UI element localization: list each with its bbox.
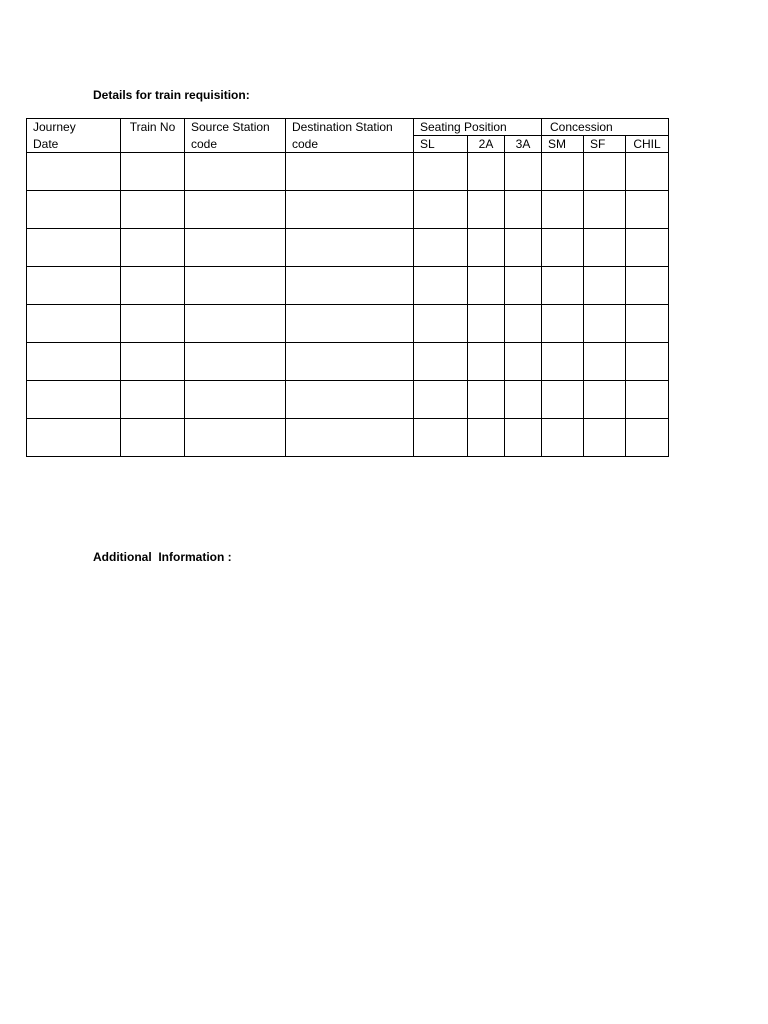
cell-3a[interactable] (505, 381, 542, 419)
cell-sm[interactable] (542, 419, 584, 457)
cell-sf[interactable] (584, 153, 626, 191)
col-header-2a: 2A (468, 136, 505, 153)
cell-journey-date[interactable] (27, 343, 121, 381)
table-row (27, 153, 669, 191)
cell-chil[interactable] (626, 191, 669, 229)
col-header-source-code: code (185, 136, 286, 153)
cell-chil[interactable] (626, 305, 669, 343)
cell-sm[interactable] (542, 343, 584, 381)
cell-destination-station-code[interactable] (286, 381, 414, 419)
cell-chil[interactable] (626, 343, 669, 381)
train-requisition-table (26, 118, 669, 457)
cell-chil[interactable] (626, 267, 669, 305)
cell-destination-station-code[interactable] (286, 153, 414, 191)
cell-train-no[interactable] (121, 229, 185, 267)
cell-source-station-code[interactable] (185, 191, 286, 229)
cell-destination-station-code[interactable] (286, 191, 414, 229)
section-heading-train-requisition: Details for train requisition: (93, 88, 250, 102)
cell-source-station-code[interactable] (185, 381, 286, 419)
col-header-sl: SL (414, 136, 468, 153)
table-row (27, 267, 669, 305)
cell-sf[interactable] (584, 267, 626, 305)
cell-sf[interactable] (584, 305, 626, 343)
cell-source-station-code[interactable] (185, 419, 286, 457)
cell-sl[interactable] (414, 267, 468, 305)
table-header-row-2 (27, 136, 669, 153)
cell-destination-station-code[interactable] (286, 343, 414, 381)
cell-source-station-code[interactable] (185, 153, 286, 191)
cell-train-no[interactable] (121, 267, 185, 305)
col-header-journey: Journey (27, 119, 121, 136)
cell-journey-date[interactable] (27, 419, 121, 457)
cell-journey-date[interactable] (27, 267, 121, 305)
cell-destination-station-code[interactable] (286, 305, 414, 343)
cell-train-no[interactable] (121, 153, 185, 191)
table-row (27, 191, 669, 229)
cell-2a[interactable] (468, 419, 505, 457)
cell-2a[interactable] (468, 343, 505, 381)
cell-2a[interactable] (468, 381, 505, 419)
cell-journey-date[interactable] (27, 229, 121, 267)
col-header-destination-station: Destination Station (286, 119, 414, 136)
cell-train-no[interactable] (121, 191, 185, 229)
cell-sl[interactable] (414, 305, 468, 343)
col-header-sm: SM (542, 136, 584, 153)
col-header-seating-position: Seating Position (414, 119, 542, 136)
table-row (27, 343, 669, 381)
cell-sm[interactable] (542, 381, 584, 419)
cell-source-station-code[interactable] (185, 229, 286, 267)
table-row (27, 229, 669, 267)
col-header-destination-code: code (286, 136, 414, 153)
cell-sm[interactable] (542, 191, 584, 229)
table-row (27, 381, 669, 419)
cell-train-no[interactable] (121, 343, 185, 381)
cell-3a[interactable] (505, 267, 542, 305)
cell-2a[interactable] (468, 191, 505, 229)
cell-sm[interactable] (542, 153, 584, 191)
col-header-concession: Concession (542, 119, 669, 136)
cell-sl[interactable] (414, 381, 468, 419)
cell-destination-station-code[interactable] (286, 229, 414, 267)
cell-train-no[interactable] (121, 419, 185, 457)
table-row (27, 419, 669, 457)
cell-3a[interactable] (505, 419, 542, 457)
cell-train-no[interactable] (121, 305, 185, 343)
col-header-source-station: Source Station (185, 119, 286, 136)
cell-sf[interactable] (584, 343, 626, 381)
cell-3a[interactable] (505, 343, 542, 381)
table-row (27, 305, 669, 343)
cell-sl[interactable] (414, 191, 468, 229)
cell-sl[interactable] (414, 419, 468, 457)
cell-3a[interactable] (505, 305, 542, 343)
cell-2a[interactable] (468, 305, 505, 343)
cell-source-station-code[interactable] (185, 343, 286, 381)
cell-destination-station-code[interactable] (286, 419, 414, 457)
cell-3a[interactable] (505, 229, 542, 267)
cell-train-no[interactable] (121, 381, 185, 419)
cell-sl[interactable] (414, 229, 468, 267)
cell-3a[interactable] (505, 153, 542, 191)
cell-2a[interactable] (468, 153, 505, 191)
cell-sm[interactable] (542, 305, 584, 343)
cell-chil[interactable] (626, 229, 669, 267)
cell-2a[interactable] (468, 229, 505, 267)
cell-journey-date[interactable] (27, 381, 121, 419)
col-header-train-no-blank (121, 136, 185, 153)
cell-sf[interactable] (584, 229, 626, 267)
cell-sl[interactable] (414, 343, 468, 381)
cell-2a[interactable] (468, 267, 505, 305)
col-header-sf: SF (584, 136, 626, 153)
col-header-chil: CHIL (626, 136, 669, 153)
cell-journey-date[interactable] (27, 153, 121, 191)
cell-sf[interactable] (584, 191, 626, 229)
cell-chil[interactable] (626, 153, 669, 191)
cell-sm[interactable] (542, 229, 584, 267)
cell-3a[interactable] (505, 191, 542, 229)
cell-journey-date[interactable] (27, 305, 121, 343)
cell-sl[interactable] (414, 153, 468, 191)
col-header-3a: 3A (505, 136, 542, 153)
col-header-train-no: Train No (121, 119, 185, 136)
table-header-row-1 (27, 119, 669, 136)
cell-chil[interactable] (626, 419, 669, 457)
cell-chil[interactable] (626, 381, 669, 419)
cell-sf[interactable] (584, 419, 626, 457)
section-heading-additional-information: Additional Information : (93, 550, 232, 564)
cell-destination-station-code[interactable] (286, 267, 414, 305)
cell-source-station-code[interactable] (185, 305, 286, 343)
cell-sm[interactable] (542, 267, 584, 305)
cell-journey-date[interactable] (27, 191, 121, 229)
cell-sf[interactable] (584, 381, 626, 419)
col-header-date: Date (27, 136, 121, 153)
cell-source-station-code[interactable] (185, 267, 286, 305)
